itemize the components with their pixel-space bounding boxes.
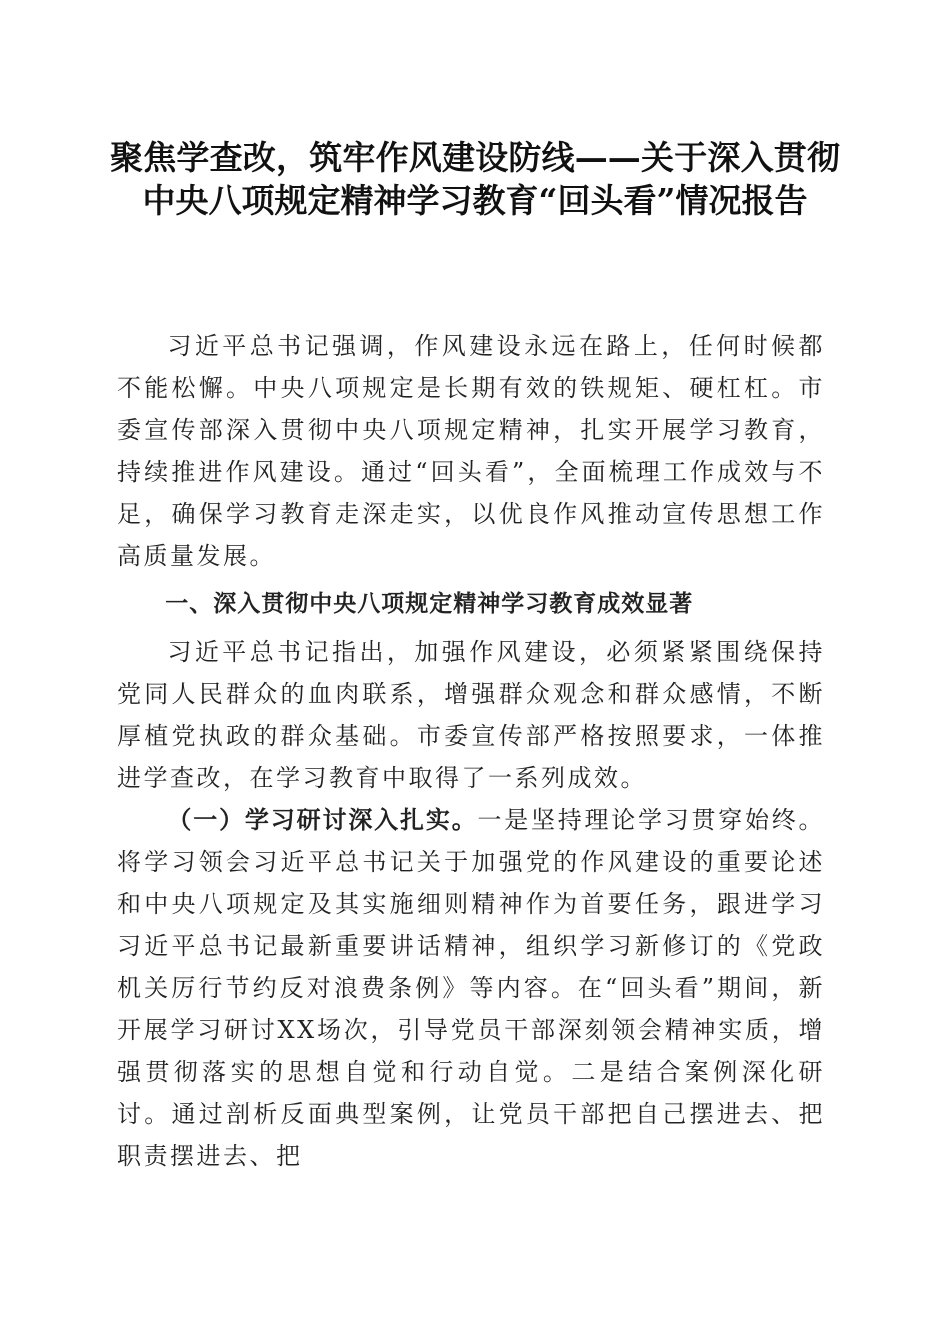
subsection-heading: （一）学习研讨深入扎实。: [167, 806, 478, 834]
subsection-paragraph: [117, 799, 825, 1177]
document-body: [117, 325, 825, 1177]
intro-paragraph: 习近平总书记强调，作风建设永远在路上，任何时候都不能松懈。中央八项规定是长期有效的铁规矩、硬杠杠。市委宣传部深入贯彻中央八项规定精神，扎实开展学习教育，持续推进作风建设。通过“回头看”，全面梳理工作成效与不足，确保学习教育走深走实，以优良作风推动宣传思想工作高质量发展。: [117, 332, 825, 570]
subsection-text: 一是坚持理论学习贯穿始终。将学习领会习近平总书记关于加强党的作风建设的重要论述和中央八项规定及其实施细则精神作为首要任务，跟进学习习近平总书记最新重要讲话精神，组织学习新修订的《党政机关厉行节约反对浪费条例》等内容。在“回头看”期间，新开展学习研讨XX场次，引导党员干部深刻领会精神实质，增强贯彻落实的思想自觉和行动自觉。二是结合案例深化研讨。通过剖析反面典型案例，让党员干部把自己摆进去、把职责摆进去、把: [117, 806, 825, 1170]
section-heading-1: 一、深入贯彻中央八项规定精神学习教育成效显著: [165, 591, 694, 617]
section-1-paragraph: 习近平总书记指出，加强作风建设，必须紧紧围绕保持党同人民群众的血肉联系，增强群众观念和群众感情，不断厚植党执政的群众基础。市委宣传部严格按照要求，一体推进学查改，在学习教育中取得了一系列成效。: [117, 638, 825, 792]
document-title: 聚焦学查改，筑牢作风建设防线——关于深入贯彻中央八项规定精神学习教育“回头看”情况报告: [110, 138, 840, 220]
